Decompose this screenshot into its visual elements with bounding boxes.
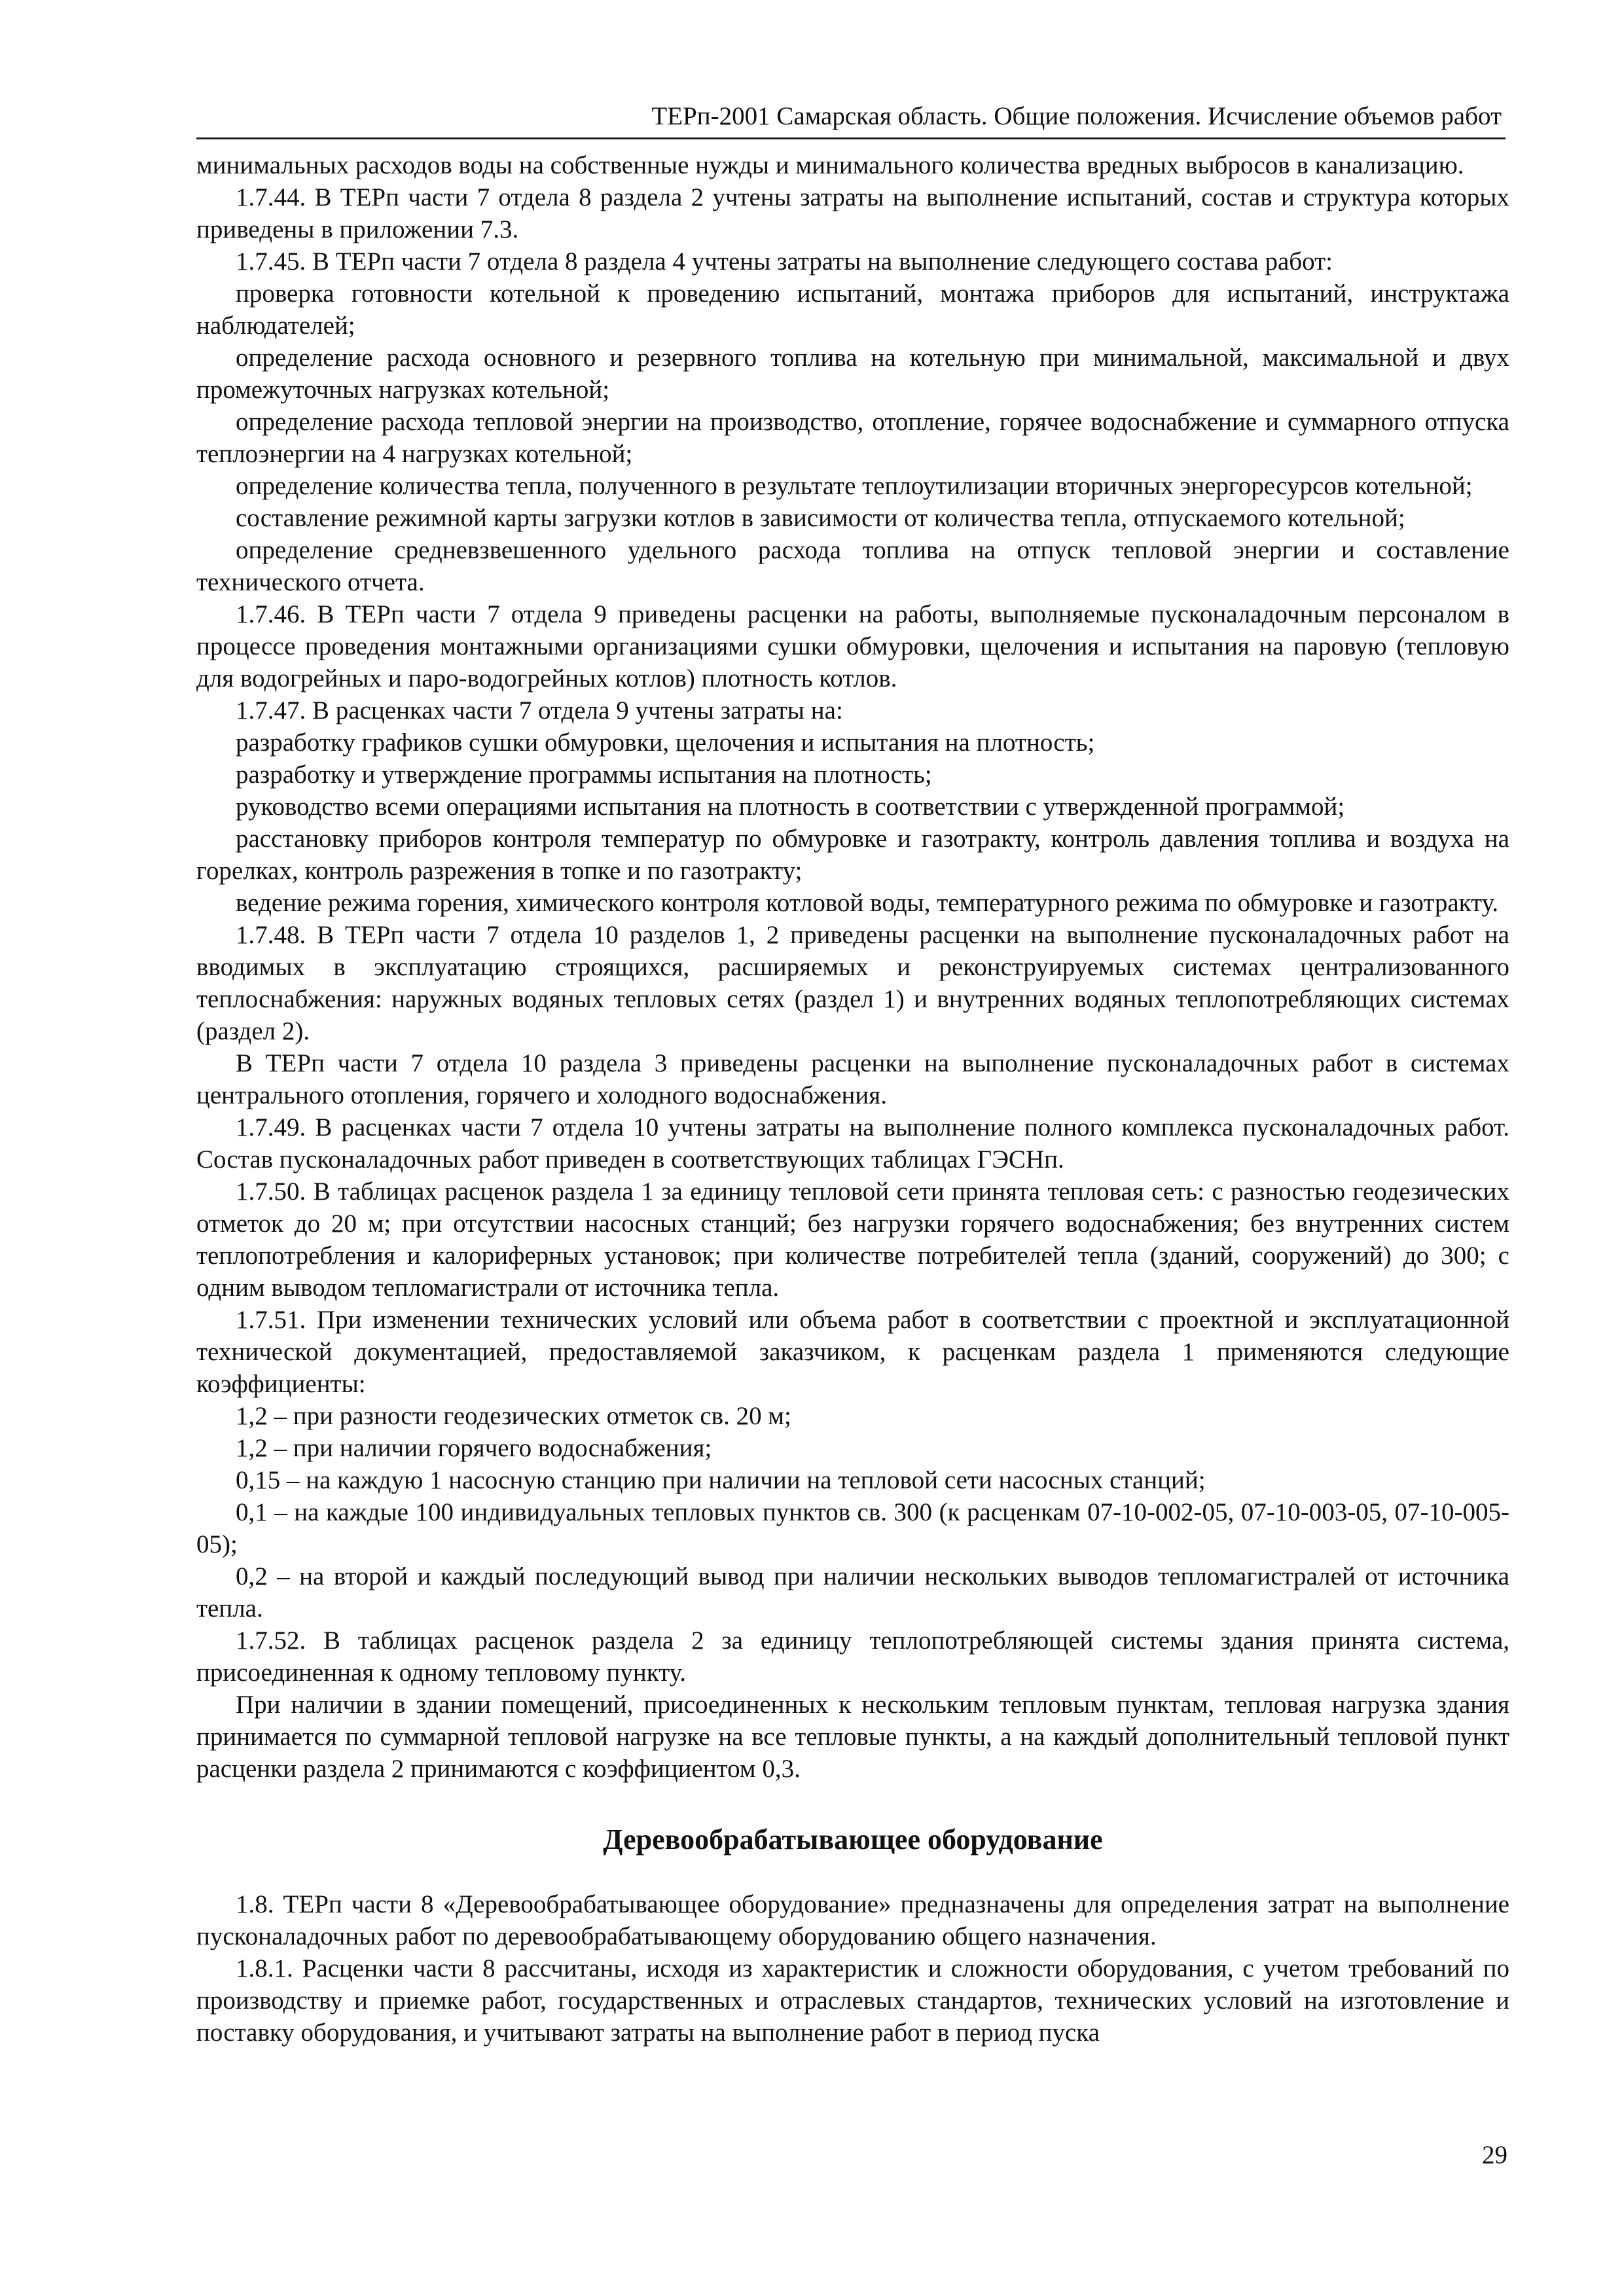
paragraph: проверка готовности котельной к проведению испытаний, монтажа приборов для испытаний, инструктажа наблюдателей; bbox=[196, 279, 1509, 340]
paragraph: 0,1 – на каждые 100 индивидуальных тепловых пунктов св. 300 (к расценкам 07-10-002-05, 07-10-003-05, 07-10-005-05); bbox=[196, 1498, 1509, 1558]
page-header bbox=[196, 98, 1506, 139]
paragraph: В ТЕРп части 7 отдела 10 раздела 3 приведены расценки на выполнение пусконаладочных работ в системах центрального отопления, горячего и холодного водоснабжения. bbox=[196, 1049, 1509, 1109]
paragraph: 1.7.48. В ТЕРп части 7 отдела 10 разделов 1, 2 приведены расценки на выполнение пусконаладочных работ на вводимых в эксплуатацию строящихся, расширяемых и реконструируемых системах централизованного теплоснабжения: наружных водяных тепловых сетях (раздел 1) и внутренних водяных теплопотребляющих системах (раздел 2). bbox=[196, 921, 1509, 1045]
paragraph: определение расхода основного и резервного топлива на котельную при минимальной, максимальной и двух промежуточных нагрузках котельной; bbox=[196, 344, 1509, 404]
paragraphs-top bbox=[196, 149, 1509, 1785]
paragraph: 0,2 – на второй и каждый последующий вывод при наличии нескольких выводов тепломагистралей от источника тепла. bbox=[196, 1562, 1509, 1623]
paragraph: ведение режима горения, химического контроля котловой воды, температурного режима по обмуровке и газотракту. bbox=[236, 889, 1498, 917]
paragraph: 1.7.51. При изменении технических условий или объема работ в соответствии с проектной и эксплуатационной технической документацией, предоставляемой заказчиком, к расценкам раздела 1 применяются следующие коэффициенты: bbox=[196, 1306, 1509, 1398]
paragraph: 1.7.45. В ТЕРп части 7 отдела 8 раздела 4 учтены затраты на выполнение следующего состава работ: bbox=[236, 247, 1333, 276]
page-number: 29 bbox=[1482, 2141, 1507, 2169]
paragraph: руководство всеми операциями испытания на плотность в соответствии с утвержденной программой; bbox=[236, 793, 1345, 821]
paragraph: 1.8.1. Расценки части 8 рассчитаны, исходя из характеристик и сложности оборудования, с учетом требований по производству и приемке работ, государственных и отраслевых стандартов, технических условий на изготовление и поставку оборудования, и учитывают затраты на выполнение работ в период пуска bbox=[196, 1954, 1509, 2047]
paragraph: минимальных расходов воды на собственные нужды и минимального количества вредных выбросов в канализацию. bbox=[196, 151, 1464, 179]
paragraph: При наличии в здании помещений, присоединенных к нескольким тепловым пунктам, тепловая нагрузка здания принимается по суммарной тепловой нагрузке на все тепловые пункты, а на каждый дополнительный тепловой пункт расценки раздела 2 принимаются с коэффициентом 0,3. bbox=[196, 1691, 1509, 1783]
document-body bbox=[196, 149, 1509, 2049]
paragraph: определение количества тепла, полученного в результате теплоутилизации вторичных энергоресурсов котельной; bbox=[236, 472, 1473, 500]
paragraphs-bottom bbox=[196, 1888, 1509, 2049]
paragraph: определение расхода тепловой энергии на производство, отопление, горячее водоснабжение и суммарного отпуска теплоэнергии на 4 нагрузках котельной; bbox=[196, 408, 1509, 468]
paragraph: составление режимной карты загрузки котлов в зависимости от количества тепла, отпускаемого котельной; bbox=[236, 504, 1405, 532]
paragraph: разработку и утверждение программы испытания на плотность; bbox=[236, 761, 932, 789]
paragraph: 1,2 – при разности геодезических отметок св. 20 м; bbox=[236, 1402, 791, 1430]
paragraph: расстановку приборов контроля температур по обмуровке и газотракту, контроль давления топлива и воздуха на горелках, контроль разрежения в топке и по газотракту; bbox=[196, 825, 1509, 885]
paragraph: 1.7.52. В таблицах расценок раздела 2 за единицу теплопотребляющей системы здания принята система, присоединенная к одному тепловому пункту. bbox=[196, 1626, 1509, 1687]
paragraph: 1.7.44. В ТЕРп части 7 отдела 8 раздела 2 учтены затраты на выполнение испытаний, состав и структура которых приведены в приложении 7.3. bbox=[196, 183, 1509, 243]
paragraph: 1.7.47. В расценках части 7 отдела 9 учтены затраты на: bbox=[236, 696, 843, 725]
paragraph: определение средневзвешенного удельного расхода топлива на отпуск тепловой энергии и составление технического отчета. bbox=[196, 536, 1509, 596]
paragraph: разработку графиков сушки обмуровки, щелочения и испытания на плотность; bbox=[236, 728, 1095, 757]
paragraph: 0,15 – на каждую 1 насосную станцию при наличии на тепловой сети насосных станций; bbox=[236, 1466, 1206, 1494]
running-title: ТЕРп-2001 Самарская область. Общие положения. Исчисление объемов работ bbox=[651, 102, 1502, 130]
paragraph: 1.8. ТЕРп части 8 «Деревообрабатывающее оборудование» предназначены для определения затрат на выполнение пусконаладочных работ по деревообрабатывающему оборудованию общего назначения. bbox=[196, 1890, 1509, 1950]
paragraph: 1.7.50. В таблицах расценок раздела 1 за единицу тепловой сети принята тепловая сеть: с разностью геодезических отметок до 20 м; при отсутствии насосных станций; без нагрузки горячего водоснабжения; без внутренних систем теплопотребления и калориферных установок; при количестве потребителей тепла (зданий, сооружений) до 300; с одним выводом тепломагистрали от источника тепла. bbox=[196, 1177, 1509, 1302]
section-heading: Деревообрабатывающее оборудование bbox=[603, 1823, 1103, 1856]
paragraph: 1,2 – при наличии горячего водоснабжения; bbox=[236, 1434, 712, 1462]
paragraph: 1.7.49. В расценках части 7 отдела 10 учтены затраты на выполнение полного комплекса пусконаладочных работ. Состав пусконаладочных работ приведен в соответствующих таблицах ГЭСНп. bbox=[196, 1113, 1509, 1174]
paragraph: 1.7.46. В ТЕРп части 7 отдела 9 приведены расценки на работы, выполняемые пусконаладочным персоналом в процессе проведения монтажными организациями сушки обмуровки, щелочения и испытания на паровую (тепловую для водогрейных и паро-водогрейных котлов) плотность котлов. bbox=[196, 600, 1509, 692]
